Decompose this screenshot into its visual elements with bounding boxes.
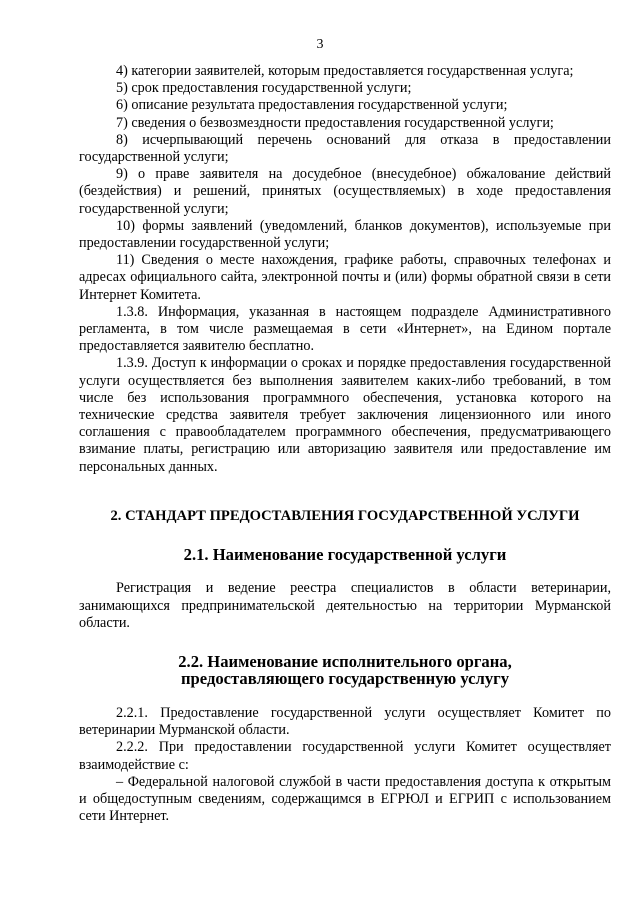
- paragraph: 7) сведения о безвозмездности предоставления государственной услуги;: [116, 114, 554, 131]
- paragraph: 2.2.2. При предоставлении государственной услуги Комитет осуществляет взаимодействие с:: [79, 739, 611, 773]
- page-number: 3: [316, 37, 324, 52]
- paragraph: 6) описание результата предоставления государственной услуги;: [116, 97, 508, 114]
- paragraph: 2.2.1. Предоставление государственной услуги осуществляет Комитет по ветеринарии Мурманской области.: [79, 704, 611, 739]
- subsection-title: 2.1. Наименование государственной услуги: [183, 544, 507, 564]
- paragraph: Регистрация и ведение реестра специалистов в области ветеринарии, занимающихся предпринимательской деятельностью на территории Мурманской области.: [79, 580, 611, 631]
- document-body: [79, 63, 611, 825]
- paragraph: 11) Сведения о месте нахождения, графике работы, справочных телефонах и адресах официального сайта, электронной почты и (или) формы обратной связи в сети Интернет Комитета.: [79, 252, 611, 303]
- paragraph: 1.3.9. Доступ к информации о сроках и порядке предоставления государственной услуги осуществляется без выполнения заявителем каких-либо требований, в том числе без использования программного обеспечения, установка которого на технические средства заявителя требует заключения лицензионного или иного соглашения с правообладателем программного обеспечения, предусматривающего взимание платы, регистрацию или авторизацию заявителя или предоставление им персональных данных.: [79, 355, 611, 475]
- subsection-title: [79, 653, 611, 688]
- paragraph: 9) о праве заявителя на досудебное (внесудебное) обжалование действий (бездействия) и решений, принятых (осуществляемых) в ходе предоставления государственной услуги;: [79, 166, 611, 217]
- section-title: 2. СТАНДАРТ ПРЕДОСТАВЛЕНИЯ ГОСУДАРСТВЕННОЙ УСЛУГИ: [110, 507, 580, 524]
- subsection-title-line: 2.2. Наименование исполнительного органа,: [178, 651, 512, 671]
- paragraph: 5) срок предоставления государственной услуги;: [116, 80, 412, 97]
- paragraph: 8) исчерпывающий перечень оснований для отказа в предоставлении государственной услуги;: [79, 131, 611, 166]
- paragraph: 10) формы заявлений (уведомлений, бланков документов), используемые при предоставлении государственной услуги;: [79, 217, 611, 252]
- subsection-title-line: предоставляющего государственную услугу: [180, 669, 510, 689]
- paragraph: 1.3.8. Информация, указанная в настоящем подразделе Административного регламента, в том числе размещаемая в сети «Интернет», на Едином портале предоставляется заявителю бесплатно.: [79, 303, 611, 355]
- paragraph: 4) категории заявителей, которым предоставляется государственная услуга;: [116, 63, 574, 79]
- paragraph: – Федеральной налоговой службой в части предоставления доступа к открытым и общедоступным сведениям, содержащимся в ЕГРЮЛ и ЕГРИП с использованием сети Интернет.: [79, 773, 611, 825]
